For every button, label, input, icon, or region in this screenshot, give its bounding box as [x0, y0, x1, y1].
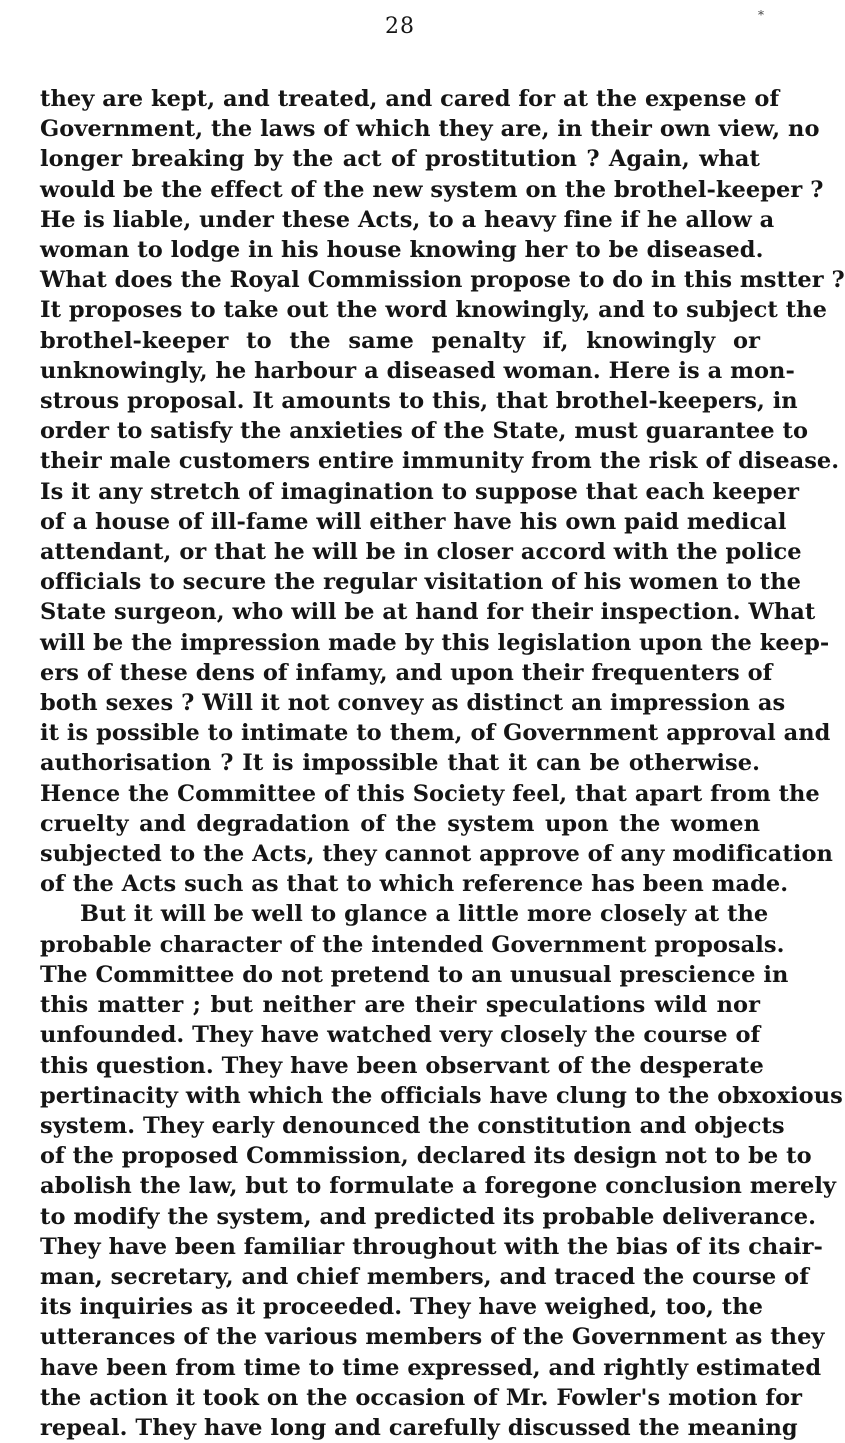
text-line: will be the impression made by this legislation upon the keep- — [40, 629, 830, 656]
text-line: They have been familiar throughout with the bias of its chair- — [40, 1233, 823, 1260]
text-line: subjected to the Acts, they cannot approve of any modification — [40, 841, 833, 868]
text-line: woman to lodge in his house knowing her to be diseased. — [40, 237, 764, 264]
text-line: their male customers entire immunity from the risk of disease. — [40, 448, 840, 475]
text-line: they are kept, and treated, and cared for at the expense of — [40, 86, 780, 112]
text-line: It proposes to take out the word knowingly, and to subject the — [40, 297, 827, 324]
text-line: abolish the law, but to formulate a foregone conclusion merely — [40, 1173, 837, 1200]
text-line: unknowingly, he harbour a diseased woman. Here is a mon- — [40, 357, 795, 384]
text-line: to modify the system, and predicted its probable deliverance. — [40, 1203, 817, 1230]
text-line: this matter ; but neither are their speculations wild nor — [40, 992, 760, 1019]
text-line: What does the Royal Commission propose to do in this mstter ? — [40, 267, 845, 294]
text-line: system. They early denounced the constitution and objects — [40, 1112, 785, 1139]
text-line: of the proposed Commission, declared its design not to be to — [40, 1143, 812, 1170]
text-line: Government, the laws of which they are, in their own view, no — [40, 116, 820, 143]
text-line: both sexes ? Will it not convey as distinct an impression as — [40, 690, 786, 717]
text-line: ers of these dens of infamy, and upon their frequenters of — [40, 659, 773, 686]
text-line: utterances of the various members of the Government as they — [40, 1324, 825, 1351]
text-line: authorisation ? It is impossible that it can be otherwise. — [40, 750, 760, 777]
text-line: The Committee do not pretend to an unusual prescience in — [40, 961, 789, 988]
text-line: its inquiries as it proceeded. They have weighed, too, the — [40, 1294, 763, 1321]
text-line: this question. They have been observant of the desperate — [40, 1052, 764, 1079]
text-line: the action it took on the occasion of Mr. Fowler's motion for — [40, 1384, 803, 1411]
text-line: He is liable, under these Acts, to a heavy fine if he allow a — [40, 206, 775, 233]
text-line: it is possible to intimate to them, of Government approval and — [40, 720, 831, 747]
text-line: strous proposal. It amounts to this, that brothel-keepers, in — [40, 388, 798, 415]
text-line: have been from time to time expressed, and rightly estimated — [40, 1354, 822, 1381]
text-line: longer breaking by the act of prostitution ? Again, what — [40, 146, 760, 173]
text-line: probable character of the intended Government proposals. — [40, 931, 785, 958]
text-line: State surgeon, who will be at hand for their inspection. What — [40, 599, 816, 626]
text-line: order to satisfy the anxieties of the State, must guarantee to — [40, 418, 809, 445]
text-line: Is it any stretch of imagination to suppose that each keeper — [40, 478, 799, 505]
text-line: cruelty and degradation of the system upon the women — [40, 810, 760, 837]
text-line: officials to secure the regular visitation of his women to the — [40, 569, 802, 596]
text-line: would be the effect of the new system on the brothel-keeper ? — [40, 176, 824, 203]
text-line: attendant, or that he will be in closer accord with the police — [40, 539, 802, 566]
page-number: 28 — [385, 14, 415, 39]
text-line: unfounded. They have watched very closely the course of — [40, 1022, 761, 1049]
text-line: repeal. They have long and carefully discussed the meaning — [40, 1414, 798, 1441]
body-text — [40, 84, 845, 1443]
text-line: of the Acts such as that to which reference has been made. — [40, 871, 789, 898]
text-line: Hence the Committee of this Society feel, that apart from the — [40, 780, 820, 807]
corner-mark: * — [758, 8, 764, 22]
text-line: But it will be well to glance a little more closely at the — [80, 901, 769, 928]
text-line: man, secretary, and chief members, and traced the course of — [40, 1263, 809, 1290]
text-line: brothel-keeper to the same penalty if, knowingly or — [40, 327, 760, 354]
text-line: pertinacity with which the officials have clung to the obxoxious — [40, 1082, 843, 1109]
text-line: of a house of ill-fame will either have his own paid medical — [40, 508, 787, 535]
